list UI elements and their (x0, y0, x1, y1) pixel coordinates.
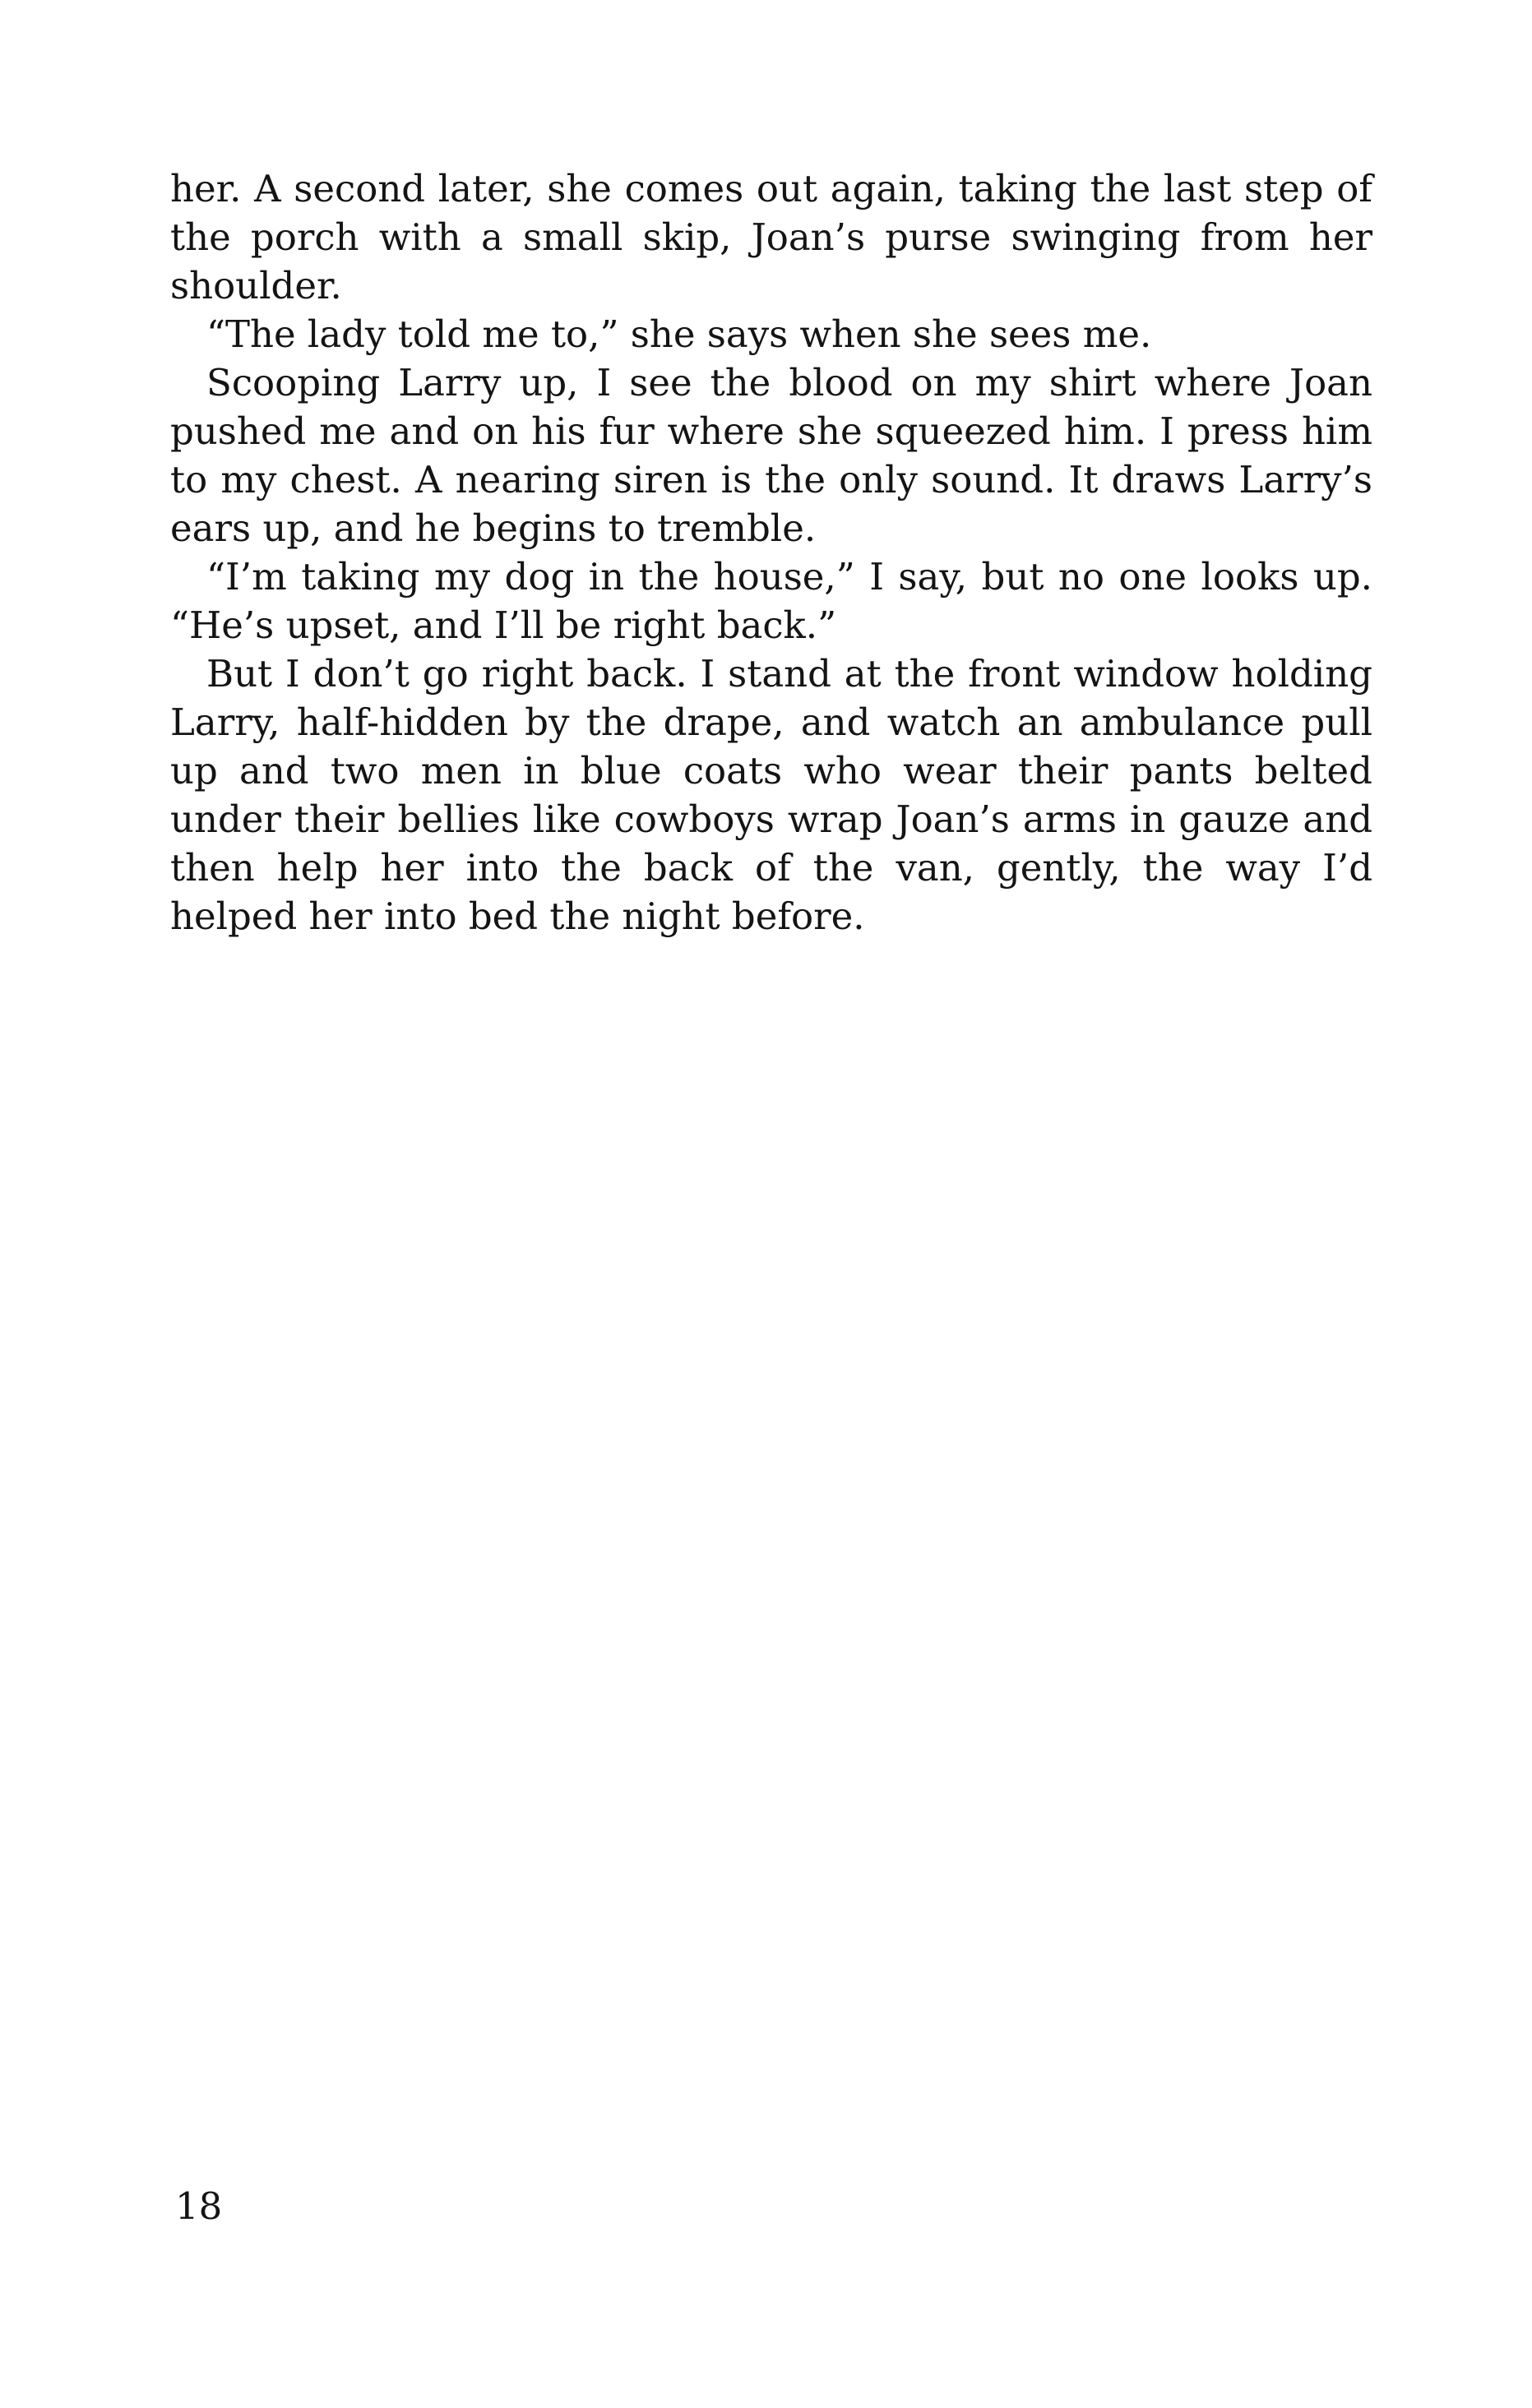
paragraph: her. A second later, she comes out again, taking the last step of the porch with a small skip, Joan’s purse swinging from her shoulder. (170, 167, 1372, 307)
paragraph: “The lady told me to,” she says when she sees me. (206, 312, 1152, 356)
paragraph: Scooping Larry up, I see the blood on my shirt where Joan pushed me and on his fur where she squeezed him. I press him to my chest. A nearing siren is the only sound. It draws Larry’s ears up, and he begins to tremble. (170, 361, 1372, 550)
body-text (170, 164, 1372, 941)
paragraph: “I’m taking my dog in the house,” I say, but no one looks up. “He’s upset, and I’ll be right back.” (170, 555, 1372, 647)
page-number: 18 (175, 2184, 223, 2228)
paragraph: But I don’t go right back. I stand at the front window holding Larry, half-hidden by the drape, and watch an ambulance pull up and two men in blue coats who wear their pants belted under their bellies like cowboys wrap Joan’s arms in gauze and then help her into the back of the van, gently, the way I’d helped her into bed the night before. (170, 652, 1372, 938)
